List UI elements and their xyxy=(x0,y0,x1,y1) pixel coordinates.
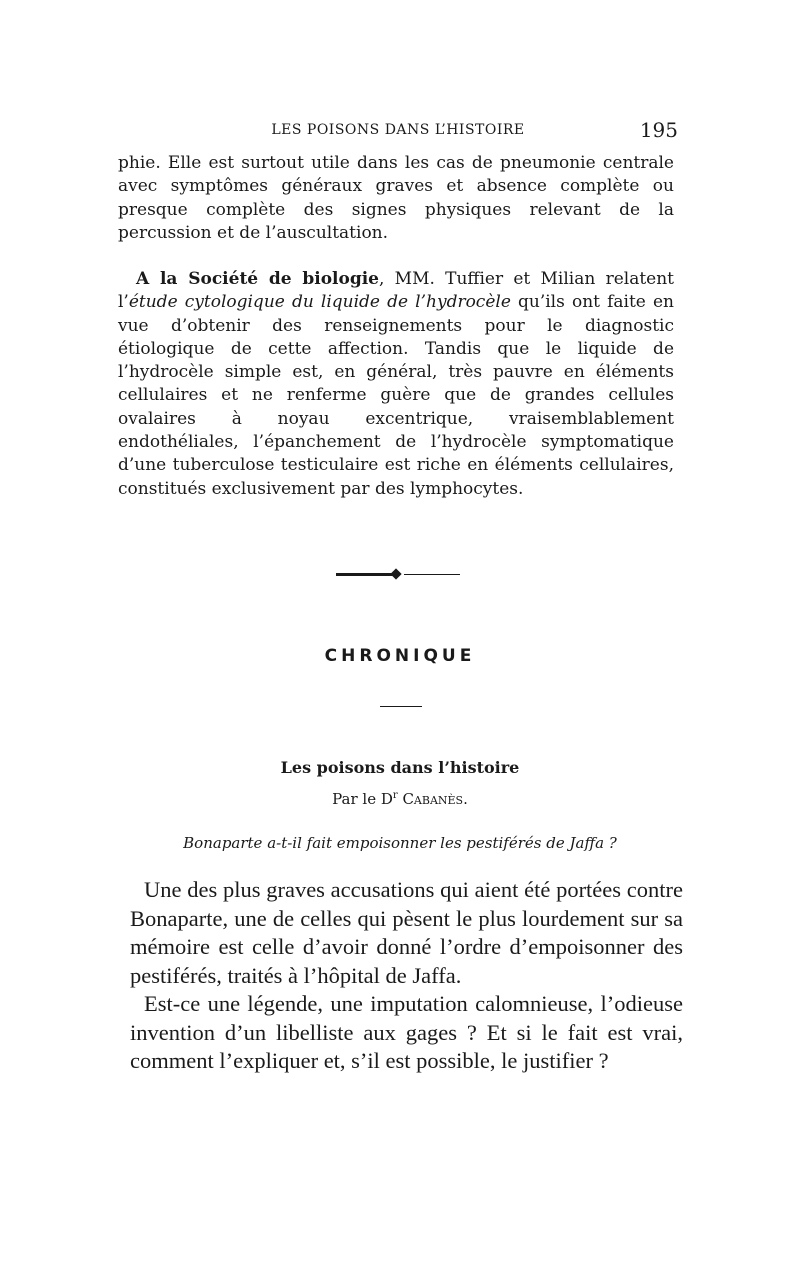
paragraph-lead: A la Société de biologie xyxy=(136,269,379,289)
byline-author: Cabanès. xyxy=(402,790,468,808)
section-heading: CHRONIQUE xyxy=(324,646,476,666)
running-head xyxy=(118,118,678,142)
study-title: étude cytologique du liquide de l’hydrocèle xyxy=(128,292,511,313)
running-title: LES POISONS DANS L’HISTOIRE xyxy=(271,122,525,138)
paragraph-text-2: qu’ils ont faite en vue d’obtenir des renseignements pour le diagnostic étiologique de cette affection. Tandis que le liquide de l’hydrocèle simple est, en général, très pauvre en éléments cellulaires et ne renferme guère que de grandes cellules ovalaires à noyau excentrique, vraisemblablement endothéliales, l’épanchement de l’hydrocèle symptomatique d’une tuberculose testiculaire est riche en éléments cellulaires, constitués exclusivement par des lymphocytes. xyxy=(118,292,674,499)
page-number: 195 xyxy=(639,118,678,142)
article-subtitle: Bonaparte a-t-il fait empoisonner les pestiférés de Jaffa ? xyxy=(183,834,617,852)
byline-prefix: Par le D xyxy=(332,790,393,808)
divider-left-rule xyxy=(336,573,394,576)
paragraph-legende: Est-ce une légende, une imputation calomnieuse, l’odieuse invention d’un libelliste aux gages ? Et si le fait est vrai, comment l’expliquer et, s’il est possible, le justifier ? xyxy=(130,991,683,1073)
paragraph-accusations: Une des plus graves accusations qui aient été portées contre Bonaparte, une de celles qui pèsent le plus lourdement sur sa mémoire est celle d’avoir donné l’ordre d’empoisonner des pestiférés, traités à l’hôpital de Jaffa. xyxy=(130,877,683,988)
byline xyxy=(0,790,800,808)
byline-sup: r xyxy=(392,790,398,801)
paragraph-text-1: , MM. Tuffier et Milian relatent l’ xyxy=(118,269,674,313)
ornamental-divider xyxy=(336,568,460,582)
section-rule xyxy=(380,706,422,707)
divider-right-rule xyxy=(404,574,460,575)
divider-diamond-icon xyxy=(390,568,401,579)
article-title: Les poisons dans l’histoire xyxy=(280,758,520,777)
paragraph-societe-biologie xyxy=(118,268,674,501)
paragraph-continued: phie. Elle est surtout utile dans les cas de pneumonie centrale avec symptômes généraux graves et absence complète ou presque complète des signes physiques relevant de la percussion et de l’auscultation. xyxy=(118,153,674,243)
